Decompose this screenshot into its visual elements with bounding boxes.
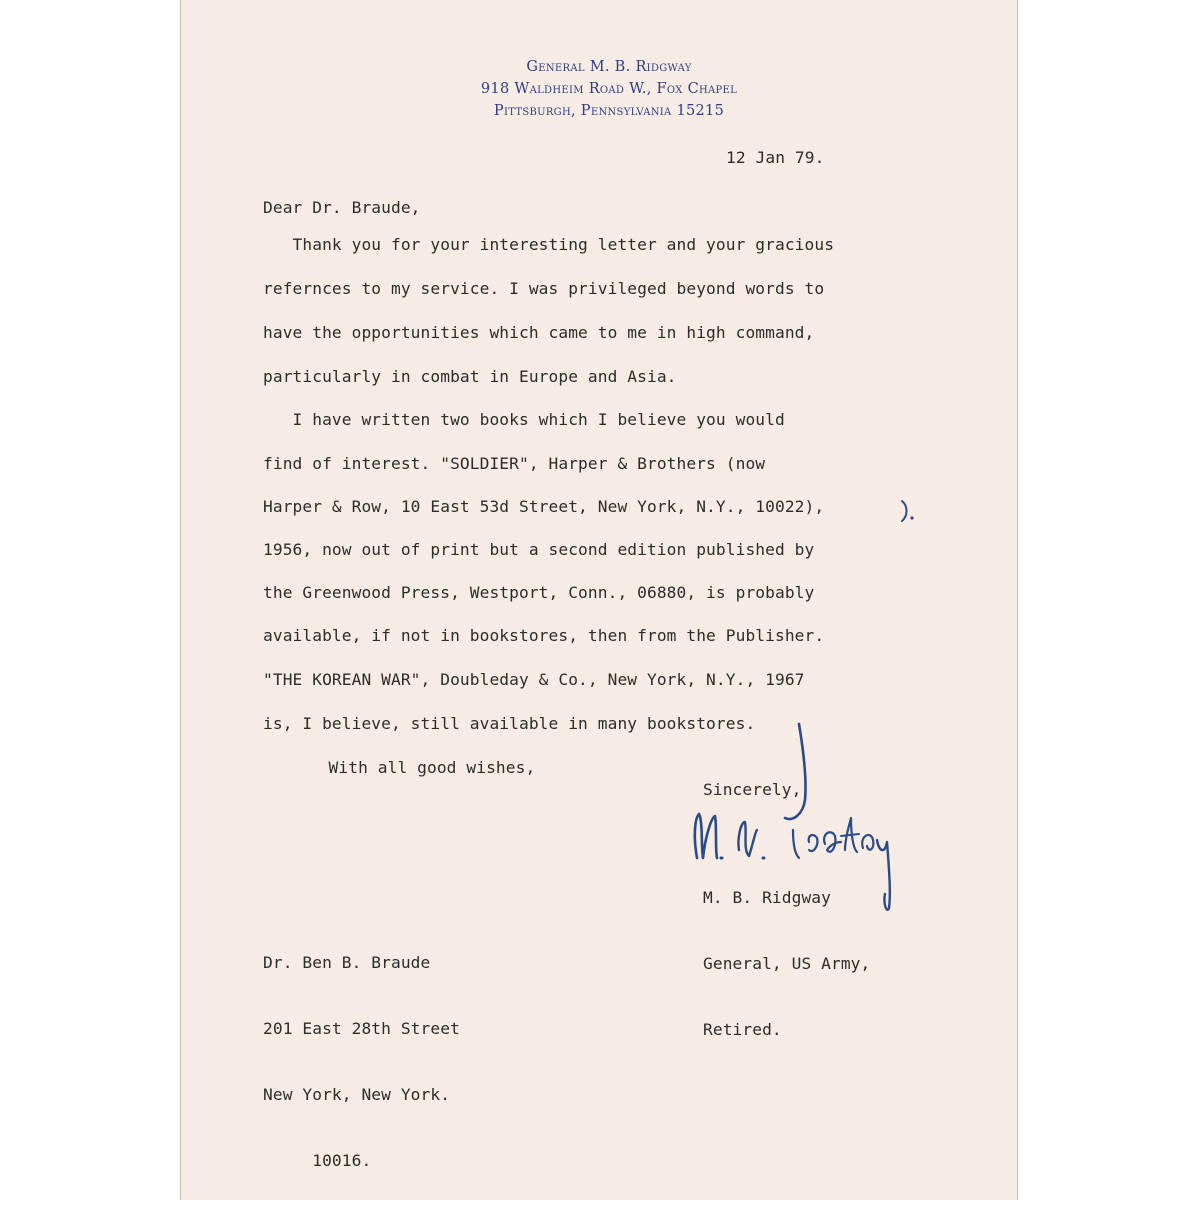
body-line: "THE KOREAN WAR", Doubleday & Co., New York, N.Y., 1967	[263, 670, 805, 689]
letter-date: 12 Jan 79.	[726, 148, 825, 167]
body-line: available, if not in bookstores, then from the Publisher.	[263, 626, 825, 645]
body-line: particularly in combat in Europe and Asia.	[263, 367, 677, 386]
signer-name: M. B. Ridgway	[703, 888, 831, 907]
body-line: Harper & Row, 10 East 53d Street, New York, N.Y., 10022),	[263, 497, 825, 516]
salutation: Dear Dr. Braude,	[263, 198, 421, 217]
body-line: Thank you for your interesting letter and your gracious	[263, 235, 835, 254]
letterhead-name: General M. B. Ridgway	[526, 59, 692, 75]
body-line: I have written two books which I believe you would	[263, 410, 785, 429]
letterhead-city: Pittsburgh, Pennsylvania 15215	[493, 103, 725, 119]
signer-status: Retired.	[703, 1020, 782, 1039]
sign-off: Sincerely,	[703, 780, 802, 799]
body-line: have the opportunities which came to me in high command,	[263, 323, 815, 342]
letterhead	[181, 56, 1017, 122]
addressee-block	[263, 908, 460, 1216]
addressee-street: 201 East 28th Street	[263, 1019, 460, 1038]
body-line: 1956, now out of print but a second edition published by	[263, 540, 815, 559]
signer-rank: General, US Army,	[703, 954, 871, 973]
body-line: find of interest. "SOLDIER", Harper & Brothers (now	[263, 454, 766, 473]
body-line: is, I believe, still available in many bookstores.	[263, 714, 756, 733]
handwritten-signature	[681, 718, 921, 928]
addressee-city: New York, New York.	[263, 1085, 451, 1104]
letterhead-street: 918 Waldheim Road W., Fox Chapel	[480, 81, 738, 97]
addressee-name: Dr. Ben B. Braude	[263, 953, 431, 972]
ink-correction-mark	[898, 498, 922, 524]
closing-line: With all good wishes,	[299, 758, 536, 777]
body-line: the Greenwood Press, Westport, Conn., 06880, is probably	[263, 583, 815, 602]
letter-sheet	[180, 0, 1018, 1200]
addressee-zip: 10016.	[263, 1151, 372, 1170]
body-line: refernces to my service. I was privileged beyond words to	[263, 279, 825, 298]
